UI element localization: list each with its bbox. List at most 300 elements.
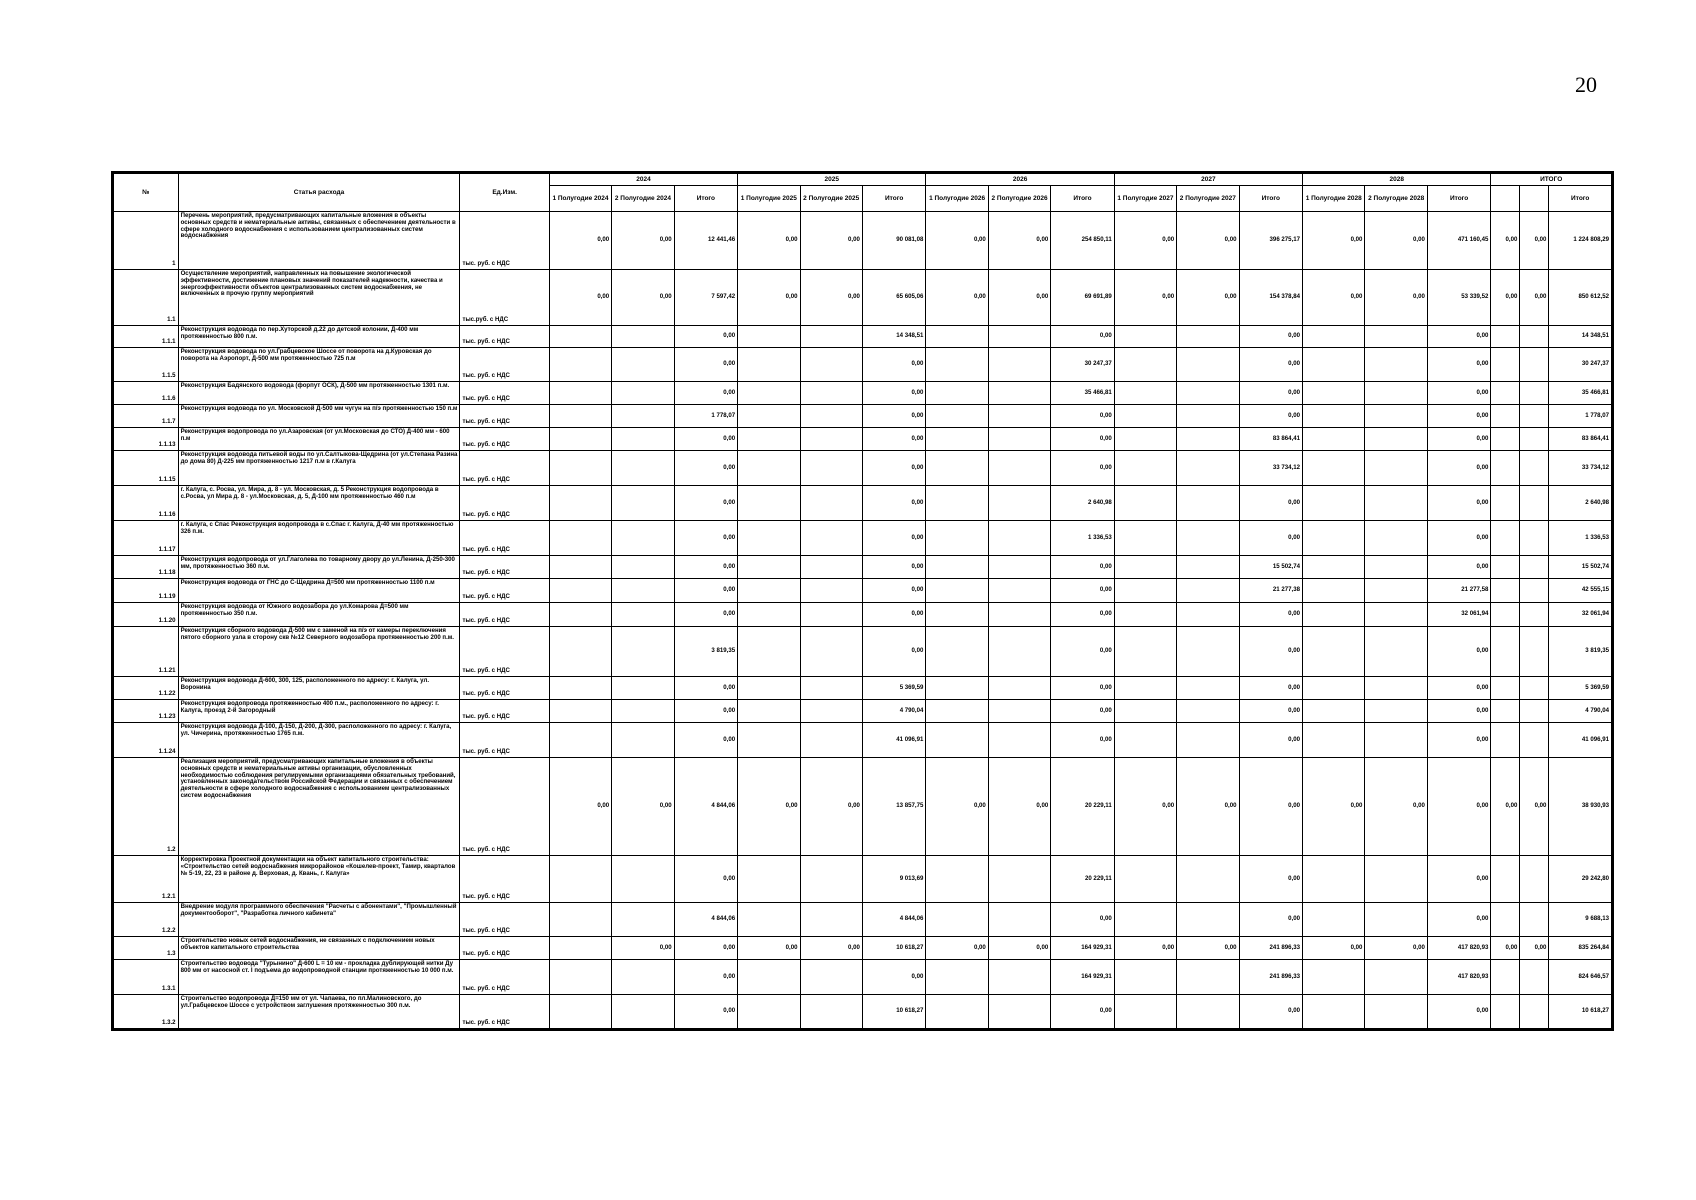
row-value: 0,00 bbox=[1051, 677, 1115, 700]
row-value bbox=[988, 326, 1050, 348]
row-unit: тыс. руб. с НДС bbox=[460, 677, 549, 700]
row-value: 0,00 bbox=[674, 723, 738, 758]
row-value: 5 369,59 bbox=[1549, 677, 1612, 700]
row-code: 1.1.13 bbox=[114, 428, 179, 451]
row-name: Реконструкция водопровода по ул.Азаровская (от ул.Московская до СТО) Д-400 мм - 600 п.м bbox=[178, 428, 460, 451]
row-value bbox=[988, 556, 1050, 579]
row-code: 1.1.6 bbox=[114, 382, 179, 405]
row-value bbox=[1114, 428, 1176, 451]
row-unit: тыс. руб. с НДС bbox=[460, 326, 549, 348]
row-value: 0,00 bbox=[674, 603, 738, 627]
row-value bbox=[1177, 856, 1239, 903]
row-value bbox=[612, 326, 674, 348]
row-unit: тыс. руб. с НДС bbox=[460, 405, 549, 428]
row-value bbox=[1365, 723, 1427, 758]
row-code: 1.1.1 bbox=[114, 326, 179, 348]
row-value bbox=[800, 521, 862, 556]
row-value bbox=[1177, 382, 1239, 405]
row-value bbox=[1114, 521, 1176, 556]
row-value bbox=[988, 856, 1050, 903]
header-sub-1-1: 2 Полугодие 2025 bbox=[800, 186, 862, 212]
row-value bbox=[1491, 521, 1520, 556]
row-value: 164 929,31 bbox=[1051, 960, 1115, 995]
row-value: 0,00 bbox=[988, 212, 1050, 270]
row-value bbox=[1365, 995, 1427, 1029]
row-code: 1.1.5 bbox=[114, 348, 179, 382]
row-value bbox=[612, 521, 674, 556]
row-value bbox=[1365, 451, 1427, 486]
row-unit: тыс. руб. с НДС bbox=[460, 428, 549, 451]
row-value: 0,00 bbox=[674, 856, 738, 903]
row-value bbox=[988, 995, 1050, 1029]
header-year-2027: 2027 bbox=[1114, 174, 1302, 186]
row-unit: тыс. руб. с НДС bbox=[460, 937, 549, 960]
row-value: 0,00 bbox=[549, 758, 611, 856]
row-value bbox=[612, 603, 674, 627]
row-value: 0,00 bbox=[862, 382, 926, 405]
row-value: 0,00 bbox=[1114, 758, 1176, 856]
row-value bbox=[1491, 486, 1520, 521]
row-value: 2 640,98 bbox=[1051, 486, 1115, 521]
row-name: Реконструкция водовода от ГНС до С-Щедрина Д=500 мм протяженностью 1100 п.м bbox=[178, 579, 460, 603]
row-value bbox=[612, 960, 674, 995]
row-value bbox=[738, 856, 800, 903]
row-value: 0,00 bbox=[1303, 212, 1365, 270]
row-value bbox=[1491, 627, 1520, 677]
row-value: 0,00 bbox=[612, 212, 674, 270]
row-value: 2 640,98 bbox=[1549, 486, 1612, 521]
row-value: 14 348,51 bbox=[862, 326, 926, 348]
row-value bbox=[549, 960, 611, 995]
row-value: 0,00 bbox=[862, 603, 926, 627]
row-value bbox=[1303, 700, 1365, 723]
row-value: 0,00 bbox=[862, 521, 926, 556]
row-value bbox=[1365, 382, 1427, 405]
row-value bbox=[926, 405, 988, 428]
row-unit: тыс. руб. с НДС bbox=[460, 627, 549, 677]
row-value: 21 277,38 bbox=[1239, 579, 1303, 603]
row-value bbox=[549, 348, 611, 382]
row-value: 0,00 bbox=[1177, 270, 1239, 326]
row-name: Реконструкция водовода по ул.Грабцевское Шоссе от поворота на д.Куровская до поворота на Аэропорт, Д-500 мм протяженностью 725 п.м bbox=[178, 348, 460, 382]
row-name: Реконструкция водовода питьевой воды по ул.Салтыкова-Щедрина (от ул.Степана Разина до дома 80) Д-225 мм протяженностью 1217 п.м в г.Калуга bbox=[178, 451, 460, 486]
row-name: Реконструкция сборного водовода Д-500 мм с заменой на п/э от камеры переключения пятого сборного узла в сторону скв №12 Северного водозабора протяженностью 200 п.м. bbox=[178, 627, 460, 677]
row-value bbox=[549, 700, 611, 723]
row-value: 10 618,27 bbox=[862, 995, 926, 1029]
row-name: Реконструкция водопровода протяженностью 400 п.м., расположенного по адресу: г. Калуга, проезд 2-й Загородный bbox=[178, 700, 460, 723]
row-value bbox=[738, 995, 800, 1029]
row-value bbox=[800, 677, 862, 700]
row-value bbox=[1177, 521, 1239, 556]
row-value: 0,00 bbox=[800, 270, 862, 326]
row-value bbox=[988, 428, 1050, 451]
row-unit: тыс. руб. с НДС bbox=[460, 451, 549, 486]
row-unit: тыс. руб. с НДС bbox=[460, 758, 549, 856]
row-value bbox=[988, 677, 1050, 700]
row-value bbox=[1114, 556, 1176, 579]
row-value bbox=[1491, 603, 1520, 627]
row-value: 1 336,53 bbox=[1051, 521, 1115, 556]
row-value: 32 061,94 bbox=[1549, 603, 1612, 627]
row-unit: тыс. руб. с НДС bbox=[460, 382, 549, 405]
row-value bbox=[800, 903, 862, 937]
row-value: 0,00 bbox=[674, 579, 738, 603]
row-value: 0,00 bbox=[926, 937, 988, 960]
header-sub-3-2: Итого bbox=[1239, 186, 1303, 212]
row-name: Реконструкция водовода по пер.Хуторской д.22 до детской колонии, Д-400 мм протяженностью 800 п.м. bbox=[178, 326, 460, 348]
row-value bbox=[549, 677, 611, 700]
row-value bbox=[549, 405, 611, 428]
header-sub-4-1: 2 Полугодие 2028 bbox=[1365, 186, 1427, 212]
row-value bbox=[926, 451, 988, 486]
row-value: 0,00 bbox=[926, 212, 988, 270]
table-row bbox=[114, 700, 1612, 723]
row-value: 5 369,59 bbox=[862, 677, 926, 700]
row-value: 0,00 bbox=[1491, 937, 1520, 960]
row-value: 0,00 bbox=[1427, 758, 1491, 856]
row-value bbox=[1520, 556, 1549, 579]
row-value bbox=[1303, 627, 1365, 677]
row-value bbox=[1520, 486, 1549, 521]
row-value: 824 646,57 bbox=[1549, 960, 1612, 995]
row-value bbox=[926, 486, 988, 521]
row-value bbox=[1177, 348, 1239, 382]
row-value: 0,00 bbox=[674, 451, 738, 486]
row-value bbox=[988, 382, 1050, 405]
row-value: 0,00 bbox=[674, 700, 738, 723]
row-value bbox=[549, 521, 611, 556]
row-value: 0,00 bbox=[1365, 758, 1427, 856]
row-value bbox=[1365, 348, 1427, 382]
row-value bbox=[926, 579, 988, 603]
row-value: 0,00 bbox=[1239, 903, 1303, 937]
row-value bbox=[926, 700, 988, 723]
row-value bbox=[1520, 627, 1549, 677]
row-value: 0,00 bbox=[1365, 270, 1427, 326]
row-code: 1.1.16 bbox=[114, 486, 179, 521]
row-value bbox=[738, 521, 800, 556]
row-value bbox=[1114, 382, 1176, 405]
row-value: 0,00 bbox=[612, 270, 674, 326]
row-value: 1 224 808,29 bbox=[1549, 212, 1612, 270]
row-value: 0,00 bbox=[1365, 212, 1427, 270]
row-value: 0,00 bbox=[862, 428, 926, 451]
row-name: Реконструкция водовода Д-600, 300, 125, расположенного по адресу: г. Калуга, ул. Воронина bbox=[178, 677, 460, 700]
row-value bbox=[926, 723, 988, 758]
row-value: 0,00 bbox=[1427, 995, 1491, 1029]
row-value: 9 688,13 bbox=[1549, 903, 1612, 937]
row-value: 0,00 bbox=[862, 451, 926, 486]
row-value bbox=[800, 700, 862, 723]
row-value: 0,00 bbox=[988, 758, 1050, 856]
row-value bbox=[1114, 677, 1176, 700]
row-value: 35 466,81 bbox=[1549, 382, 1612, 405]
row-value bbox=[612, 556, 674, 579]
row-value bbox=[1520, 451, 1549, 486]
row-value bbox=[926, 856, 988, 903]
row-value: 0,00 bbox=[1239, 758, 1303, 856]
row-value bbox=[738, 486, 800, 521]
row-code: 1.2 bbox=[114, 758, 179, 856]
row-value bbox=[988, 486, 1050, 521]
row-name: Корректировка Проектной документации на объект капитального строительства: «Строительство сетей водоснабжения микрорайонов «Кошелев-проект, Тамир, кварталов № 5-19, 22, 23 в районе д. Верховая, д. Квань, г. Калуга» bbox=[178, 856, 460, 903]
table-row bbox=[114, 995, 1612, 1029]
row-value bbox=[1303, 486, 1365, 521]
row-value bbox=[738, 723, 800, 758]
row-value: 0,00 bbox=[1239, 326, 1303, 348]
row-value bbox=[612, 677, 674, 700]
table-header bbox=[114, 174, 1612, 212]
row-name: Строительство новых сетей водоснабжения, не связанных с подключением новых объектов капитального строительства bbox=[178, 937, 460, 960]
row-value: 0,00 bbox=[1303, 937, 1365, 960]
row-unit: тыс. руб. с НДС bbox=[460, 603, 549, 627]
row-value bbox=[549, 451, 611, 486]
row-value: 4 844,06 bbox=[674, 758, 738, 856]
row-value: 0,00 bbox=[674, 677, 738, 700]
table-row bbox=[114, 348, 1612, 382]
row-value bbox=[988, 451, 1050, 486]
row-value bbox=[1520, 677, 1549, 700]
row-value: 14 348,51 bbox=[1549, 326, 1612, 348]
row-code: 1.2.1 bbox=[114, 856, 179, 903]
header-sub-5-2: Итого bbox=[1549, 186, 1612, 212]
row-value bbox=[1491, 451, 1520, 486]
row-name: Строительство водовода "Турынино" Д-600 L = 10 км - прокладка дублирующей нитки Ду 800 мм от насосной ст. I подъема до водопроводной станции протяженностью 10 000 п.м. bbox=[178, 960, 460, 995]
row-value: 0,00 bbox=[1239, 603, 1303, 627]
row-value: 9 013,69 bbox=[862, 856, 926, 903]
row-value bbox=[1303, 677, 1365, 700]
row-value bbox=[1303, 428, 1365, 451]
row-value: 0,00 bbox=[1239, 382, 1303, 405]
row-value: 0,00 bbox=[1114, 937, 1176, 960]
row-name: Перечень мероприятий, предусматривающих капитальные вложения в объекты основных средств и нематериальные активы, связанных с обеспечением деятельности в сфере холодного водоснабжения с использованием централизованных систем водоснабжения bbox=[178, 212, 460, 270]
row-value bbox=[1491, 677, 1520, 700]
row-value: 0,00 bbox=[926, 758, 988, 856]
row-value bbox=[1303, 903, 1365, 937]
table-row bbox=[114, 579, 1612, 603]
row-value bbox=[1114, 960, 1176, 995]
row-value bbox=[1114, 903, 1176, 937]
header-sub-4-0: 1 Полугодие 2028 bbox=[1303, 186, 1365, 212]
row-value bbox=[1491, 579, 1520, 603]
row-value: 35 466,81 bbox=[1051, 382, 1115, 405]
row-value bbox=[800, 348, 862, 382]
row-value bbox=[1177, 603, 1239, 627]
row-value bbox=[926, 521, 988, 556]
row-value bbox=[926, 556, 988, 579]
row-value: 0,00 bbox=[674, 556, 738, 579]
row-value bbox=[1520, 723, 1549, 758]
header-sub-1-0: 1 Полугодие 2025 bbox=[738, 186, 800, 212]
row-value bbox=[800, 995, 862, 1029]
row-value bbox=[1114, 348, 1176, 382]
row-value bbox=[800, 326, 862, 348]
header-sub-0-2: Итого bbox=[674, 186, 738, 212]
row-value: 0,00 bbox=[1177, 758, 1239, 856]
row-value bbox=[926, 903, 988, 937]
row-value bbox=[1365, 486, 1427, 521]
row-value: 90 081,08 bbox=[862, 212, 926, 270]
row-code: 1.2.2 bbox=[114, 903, 179, 937]
row-value bbox=[549, 382, 611, 405]
row-value bbox=[926, 627, 988, 677]
row-value: 53 339,52 bbox=[1427, 270, 1491, 326]
row-value: 0,00 bbox=[1303, 270, 1365, 326]
row-name: Внедрение модуля программного обеспечения "Расчеты с абонентами", "Промышленный документооборот", "Разработка личного кабинета" bbox=[178, 903, 460, 937]
row-value bbox=[1177, 579, 1239, 603]
row-value bbox=[549, 603, 611, 627]
table-row bbox=[114, 937, 1612, 960]
row-code: 1.3 bbox=[114, 937, 179, 960]
row-value bbox=[738, 451, 800, 486]
row-value bbox=[926, 677, 988, 700]
row-code: 1.1.17 bbox=[114, 521, 179, 556]
table-row bbox=[114, 627, 1612, 677]
row-unit: тыс. руб. с НДС bbox=[460, 348, 549, 382]
header-sub-3-1: 2 Полугодие 2027 bbox=[1177, 186, 1239, 212]
row-code: 1.3.2 bbox=[114, 995, 179, 1029]
row-value bbox=[1520, 428, 1549, 451]
row-value bbox=[1303, 451, 1365, 486]
row-value: 154 378,84 bbox=[1239, 270, 1303, 326]
row-value: 20 229,11 bbox=[1051, 758, 1115, 856]
table-row bbox=[114, 270, 1612, 326]
row-value: 0,00 bbox=[1051, 556, 1115, 579]
row-value bbox=[1365, 677, 1427, 700]
header-sub-2-2: Итого bbox=[1051, 186, 1115, 212]
row-value bbox=[1114, 700, 1176, 723]
row-name: Осуществление мероприятий, направленных на повышение экологической эффективности, достижение плановых значений показателей надежности, качества и энергоэффективности объектов централизованных систем водоснабжения, не включенных в прочую группу мероприятий bbox=[178, 270, 460, 326]
row-value bbox=[612, 348, 674, 382]
row-value: 0,00 bbox=[1177, 212, 1239, 270]
row-value bbox=[549, 428, 611, 451]
row-value: 4 790,04 bbox=[1549, 700, 1612, 723]
row-value: 15 502,74 bbox=[1549, 556, 1612, 579]
row-value: 0,00 bbox=[674, 521, 738, 556]
row-value bbox=[800, 486, 862, 521]
header-year-2024: 2024 bbox=[549, 174, 737, 186]
row-value bbox=[1303, 995, 1365, 1029]
row-value: 0,00 bbox=[1239, 405, 1303, 428]
row-value bbox=[1114, 723, 1176, 758]
row-value bbox=[1177, 903, 1239, 937]
row-value bbox=[800, 451, 862, 486]
row-value bbox=[738, 960, 800, 995]
row-value bbox=[1491, 856, 1520, 903]
row-value bbox=[800, 579, 862, 603]
row-value bbox=[1491, 405, 1520, 428]
row-value: 83 864,41 bbox=[1549, 428, 1612, 451]
row-value bbox=[1520, 348, 1549, 382]
header-unit: Ед.Изм. bbox=[460, 174, 549, 212]
row-value bbox=[738, 556, 800, 579]
row-value: 0,00 bbox=[1239, 521, 1303, 556]
row-value: 21 277,58 bbox=[1427, 579, 1491, 603]
row-value: 0,00 bbox=[738, 758, 800, 856]
row-value bbox=[1491, 960, 1520, 995]
row-value: 254 850,11 bbox=[1051, 212, 1115, 270]
row-value bbox=[1303, 348, 1365, 382]
row-value: 0,00 bbox=[1114, 212, 1176, 270]
row-value bbox=[549, 856, 611, 903]
row-value: 0,00 bbox=[1239, 677, 1303, 700]
row-value bbox=[738, 326, 800, 348]
row-value bbox=[612, 382, 674, 405]
row-value: 0,00 bbox=[1427, 903, 1491, 937]
row-value bbox=[738, 382, 800, 405]
row-value: 0,00 bbox=[1051, 995, 1115, 1029]
row-value: 0,00 bbox=[1427, 326, 1491, 348]
row-code: 1.1.24 bbox=[114, 723, 179, 758]
row-code: 1.1.15 bbox=[114, 451, 179, 486]
row-unit: тыс. руб. с НДС bbox=[460, 212, 549, 270]
row-value: 0,00 bbox=[1303, 758, 1365, 856]
header-year-2025: 2025 bbox=[738, 174, 926, 186]
row-value: 0,00 bbox=[1491, 270, 1520, 326]
row-value bbox=[1114, 486, 1176, 521]
row-value bbox=[988, 723, 1050, 758]
row-value bbox=[738, 677, 800, 700]
row-value: 0,00 bbox=[1239, 486, 1303, 521]
row-value: 0,00 bbox=[1520, 212, 1549, 270]
row-value: 0,00 bbox=[1427, 556, 1491, 579]
row-name: Реконструкция водовода Д-100, Д-150, Д-200, Д-300, расположенного по адресу: г. Калуга, ул. Чичерина, протяженностью 1765 п.м. bbox=[178, 723, 460, 758]
table-row bbox=[114, 382, 1612, 405]
row-value bbox=[926, 960, 988, 995]
row-value: 0,00 bbox=[1051, 405, 1115, 428]
row-unit: тыс. руб. с НДС bbox=[460, 903, 549, 937]
header-year-2026: 2026 bbox=[926, 174, 1114, 186]
row-value bbox=[800, 723, 862, 758]
row-value bbox=[1520, 700, 1549, 723]
row-value bbox=[612, 995, 674, 1029]
row-value: 10 618,27 bbox=[862, 937, 926, 960]
table-row bbox=[114, 723, 1612, 758]
row-name: Строительство водопровода Д=150 мм от ул. Чапаева, по пл.Малиновского, до ул.Грабцевское Шоссе с устройством заглушения протяженностью 300 п.м. bbox=[178, 995, 460, 1029]
row-value: 0,00 bbox=[862, 405, 926, 428]
row-value bbox=[1177, 405, 1239, 428]
row-value bbox=[926, 382, 988, 405]
header-total: ИТОГО bbox=[1491, 174, 1612, 186]
row-value bbox=[1114, 451, 1176, 486]
row-value bbox=[800, 428, 862, 451]
row-value bbox=[549, 486, 611, 521]
row-value: 0,00 bbox=[738, 937, 800, 960]
row-value bbox=[549, 995, 611, 1029]
row-value: 0,00 bbox=[800, 212, 862, 270]
row-value bbox=[1114, 603, 1176, 627]
row-value bbox=[1303, 382, 1365, 405]
row-value bbox=[1177, 556, 1239, 579]
row-value bbox=[1303, 326, 1365, 348]
row-code: 1.1.23 bbox=[114, 700, 179, 723]
row-value bbox=[612, 428, 674, 451]
row-value: 0,00 bbox=[1520, 758, 1549, 856]
row-name: Реконструкция водопровода от ул.Глаголева по товарному двору до ул.Ленина, Д-250-300 мм, протяженностью 360 п.м. bbox=[178, 556, 460, 579]
row-value: 33 734,12 bbox=[1549, 451, 1612, 486]
row-value: 0,00 bbox=[1427, 700, 1491, 723]
row-code: 1 bbox=[114, 212, 179, 270]
row-value: 83 864,41 bbox=[1239, 428, 1303, 451]
row-value bbox=[1303, 856, 1365, 903]
row-value bbox=[988, 960, 1050, 995]
row-value: 13 857,75 bbox=[862, 758, 926, 856]
row-value bbox=[1365, 960, 1427, 995]
row-value: 0,00 bbox=[1051, 603, 1115, 627]
row-value bbox=[612, 579, 674, 603]
row-unit: тыс.руб. с НДС bbox=[460, 270, 549, 326]
row-value: 0,00 bbox=[674, 428, 738, 451]
